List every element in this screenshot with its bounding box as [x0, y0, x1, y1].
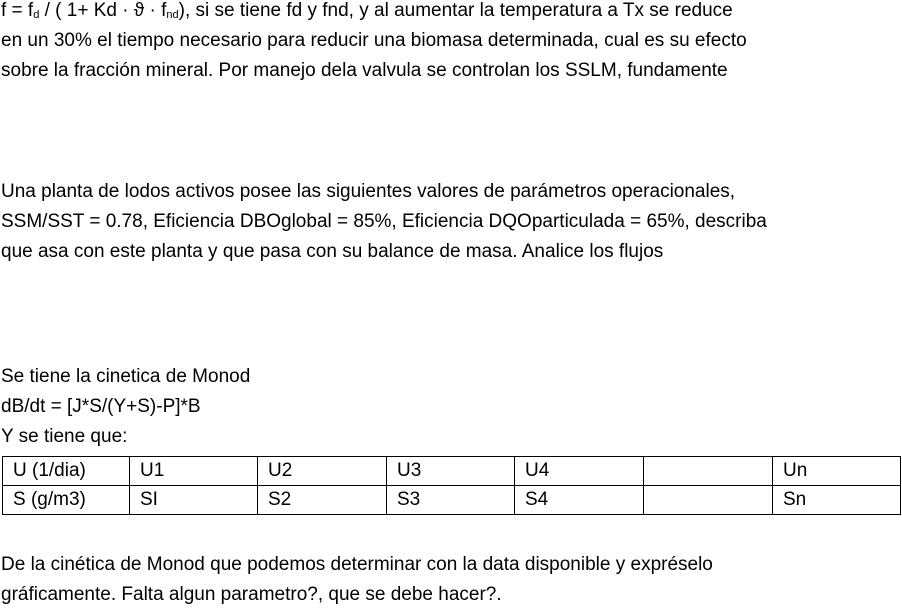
paragraph-4-line-2: gráficamente. Falta algun parametro?, que se debe hacer?.	[1, 584, 502, 605]
table-cell: U (1/dia)	[3, 457, 130, 486]
table-cell: U4	[515, 457, 644, 486]
table-cell: Sn	[773, 486, 901, 515]
table-cell	[644, 457, 773, 486]
table-cell: U1	[130, 457, 258, 486]
table-cell: U3	[387, 457, 515, 486]
table-cell: U2	[258, 457, 387, 486]
paragraph-1-line-3: sobre la fracción mineral. Por manejo dela valvula se controlan los SSLM, fundamente	[1, 60, 728, 81]
table-cell: Un	[773, 457, 901, 486]
table-cell: S3	[387, 486, 515, 515]
table-cell: SI	[130, 486, 258, 515]
formula-text-b: / ( 1+ Kd · ϑ · f	[39, 0, 167, 21]
paragraph-2-line-3: que asa con este planta y que pasa con su balance de masa. Analice los flujos	[1, 241, 664, 262]
table-row-u	[3, 457, 901, 486]
paragraph-2-line-1: Una planta de lodos activos posee las siguientes valores de parámetros operacionales,	[1, 181, 736, 202]
paragraph-4-line-1: De la cinética de Monod que podemos determinar con la data disponible y expréselo	[1, 554, 713, 575]
table-cell	[644, 486, 773, 515]
kinetics-equation: dB/dt = [J*S/(Y+S)-P]*B	[1, 396, 201, 417]
formula-text-a: f = f	[1, 0, 34, 21]
table-cell: S (g/m3)	[3, 486, 130, 515]
paragraph-1-line-1	[1, 0, 733, 26]
table-cell: S2	[258, 486, 387, 515]
table-cell: S4	[515, 486, 644, 515]
paragraph-1-text-c: ), si se tiene fd y fnd, y al aumentar la temperatura a Tx se reduce	[178, 0, 733, 21]
paragraph-1-line-2: en un 30% el tiempo necesario para reducir una biomasa determinada, cual es su efecto	[1, 30, 747, 51]
table-row-s	[3, 486, 901, 515]
formula-subscript-nd: nd	[166, 9, 179, 21]
paragraph-3-line-3: Y se tiene que:	[1, 426, 128, 447]
monod-data-table	[2, 456, 901, 515]
formula-subscript-d: d	[33, 9, 40, 21]
paragraph-2-line-2: SSM/SST = 0.78, Eficiencia DBOglobal = 85%, Eficiencia DQOparticulada = 65%, describa	[1, 211, 767, 232]
paragraph-3-line-1: Se tiene la cinetica de Monod	[1, 366, 251, 387]
